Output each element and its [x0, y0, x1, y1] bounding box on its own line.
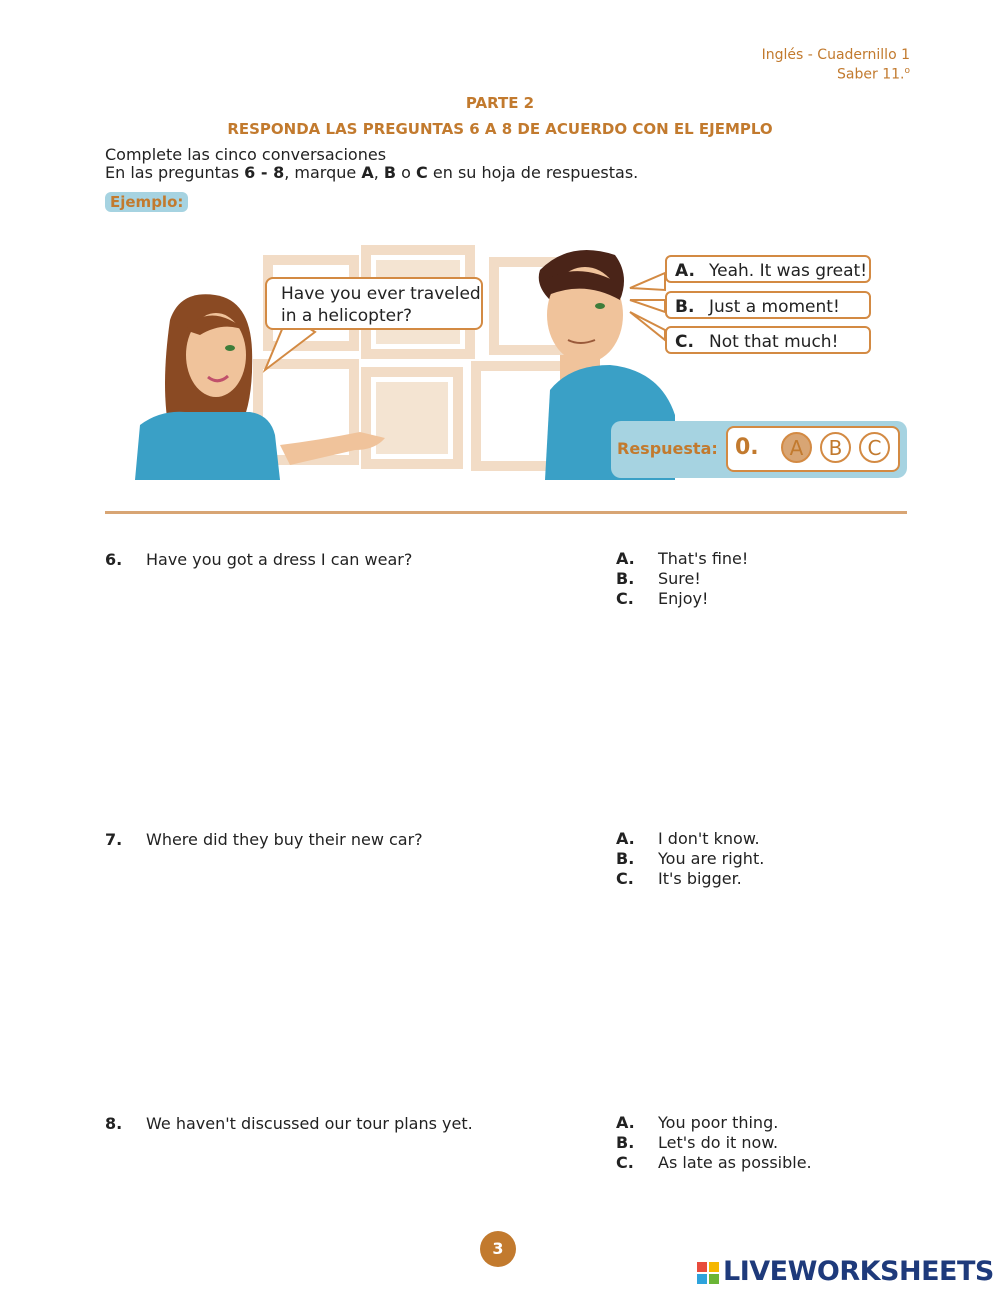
question-8-number: 8. — [105, 1114, 123, 1133]
example-question-line-2: in a helicopter? — [281, 306, 413, 326]
question-6-options — [616, 549, 748, 609]
question-8-options — [616, 1113, 812, 1173]
question-7-option-b[interactable]: B. You are right. — [616, 849, 765, 868]
question-6-option-c[interactable]: C. Enjoy! — [616, 589, 709, 608]
question-8-option-c[interactable]: C. As late as possible. — [616, 1153, 812, 1172]
question-8-option-a[interactable]: A. You poor thing. — [616, 1113, 779, 1132]
question-6-option-a[interactable]: A. That's fine! — [616, 549, 749, 568]
instruction-line-2: En las preguntas 6 - 8, marque A, B o C en su hoja de respuestas. — [105, 163, 639, 182]
booklet-name: Inglés - Cuadernillo 1 — [761, 47, 910, 63]
question-6-text: Have you got a dress I can wear? — [146, 550, 413, 569]
example-question-line-1: Have you ever traveled — [281, 284, 481, 304]
question-7-option-c[interactable]: C. It's bigger. — [616, 869, 742, 888]
answer-label: Respuesta: — [617, 439, 718, 458]
example-option-a: A. Yeah. It was great! — [665, 255, 871, 283]
question-6-option-b[interactable]: B. Sure! — [616, 569, 701, 588]
example-option-c: C. Not that much! — [665, 326, 871, 354]
question-7-number: 7. — [105, 830, 123, 849]
example-speech-bubble — [265, 277, 483, 330]
example-tag: Ejemplo: — [105, 192, 188, 212]
question-7-options — [616, 829, 764, 889]
question-7-option-a[interactable]: A. I don't know. — [616, 829, 760, 848]
section-divider — [105, 511, 907, 514]
question-7-text: Where did they buy their new car? — [146, 830, 423, 849]
example-option-b: B. Just a moment! — [665, 291, 871, 319]
page-number: 3 — [480, 1231, 516, 1267]
question-8-option-b[interactable]: B. Let's do it now. — [616, 1133, 779, 1152]
question-8-text: We haven't discussed our tour plans yet. — [146, 1114, 473, 1133]
part-title: PARTE 2 — [465, 94, 535, 112]
answer-number: 0. — [735, 435, 759, 460]
liveworksheets-logo-icon — [697, 1262, 719, 1284]
booklet-title — [762, 47, 910, 83]
booklet-level: Saber 11.$^o$ — [837, 66, 910, 83]
answer-choice-b[interactable]: B — [820, 432, 851, 463]
answer-choice-c[interactable]: C — [859, 432, 890, 463]
question-6-number: 6. — [105, 550, 123, 569]
section-title: RESPONDA LAS PREGUNTAS 6 A 8 DE ACUERDO CON EL EJEMPLO — [227, 120, 773, 138]
answer-choice-a[interactable]: A — [781, 432, 812, 463]
liveworksheets-logo[interactable] — [697, 1256, 994, 1287]
instruction-line-1: Complete las cinco conversaciones — [105, 145, 387, 164]
logo-text: LIVEWORKSHEETS — [723, 1256, 994, 1287]
